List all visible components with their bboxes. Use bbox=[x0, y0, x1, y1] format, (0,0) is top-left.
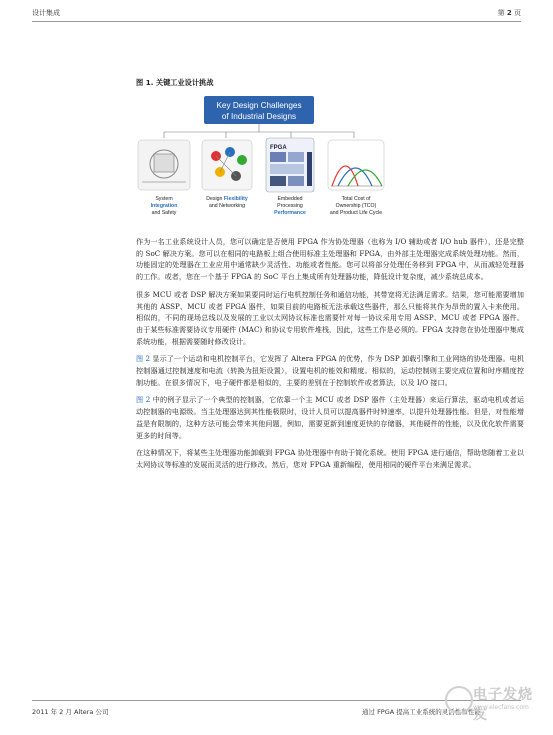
item2-line1: Design Flexibility bbox=[206, 196, 248, 202]
header-section-title: 设计集成 bbox=[32, 9, 60, 17]
item4-line3: and Product Life Cycle bbox=[329, 210, 383, 216]
paragraph-1: 作为一名工业系统设计人员，您可以确定是否使用 FPGA 作为协处理器（也称为 I/O 辅助或者 I/O hub 器件），还是完整的 SoC 解决方案。您可以在相同的电路板上组合使用标准主处理器和 FPGA，由外部主处理器完成系统处理功能。然而，功能固定的处理器在工业应用中通常缺少灵活性、功能或者性能。您可以将部分处理任务移到 FPGA 中，从而减轻处理器的工作。或者，您在一个基于 FPGA 的 SoC 平台上集成所有处理器功能，降低设计复杂度，减少系统总成本。 bbox=[136, 237, 524, 282]
diagram-title-line2: of Industrial Designs bbox=[221, 112, 297, 121]
fpga-chip-label: FPGA bbox=[270, 145, 287, 151]
item2-line2: and Networking bbox=[208, 203, 246, 209]
item3-line1: Embedded bbox=[277, 196, 303, 202]
paragraph-5: 在这种情况下，将某些主处理器功能卸载到 FPGA 协处理器中有助于简化系统。使用 FPGA 进行通信，帮助您随着工业以太网协议等标准的发展而灵活的进行修改。然后，您对 FPGA 重新编程，使用相同的硬件平台来满足需求。 bbox=[136, 448, 524, 469]
paragraph-4: 图 2 中的例子显示了一个典型的控制器，它依靠一个主 MCU 或者 DSP 器件（主处理器）来运行算法，驱动电机或者运动控制器的电源级。当主处理器达到其性能极限时，设计人员可以提高器件时钟速率，以提升处理器性能。但是，对性能增益是有限制的，这种方法可能会带来其他问题，例如，需要更新到速度更快的存储器，其他硬件的性能，以及优化软件需要更多的时间等。 bbox=[136, 395, 525, 440]
item3-highlight: Performance bbox=[274, 210, 306, 216]
header-rule bbox=[32, 21, 521, 22]
design-flexibility-illustration bbox=[202, 140, 252, 190]
diagram-connectors bbox=[164, 124, 354, 138]
paragraph-3: 图 2 显示了一个运动和电机控制平台，它发挥了 Altera FPGA 的优势，作为 DSP 卸载引擎和工业网络的协处理器。电机控制器通过控制速度和电流（转换为扭矩设置），设置电机的能效和精度。相似的，运动控制则主要完成位置和时序精度控制功能。在很多情况下，电子硬件都是相似的，主要的差别在于控制软件或者算法，以及 I/O 接口。 bbox=[136, 354, 524, 387]
watermark-text: 电子发烧友 bbox=[473, 687, 533, 723]
header-page-number: 第 2 页 bbox=[497, 9, 521, 17]
item1-line3: and Safety bbox=[151, 210, 177, 216]
watermark-url: www.elecfans.com bbox=[473, 704, 529, 711]
page-header bbox=[32, 8, 521, 22]
watermark-logo bbox=[445, 682, 545, 723]
paragraph-2: 很多 MCU 或者 DSP 解决方案如果要同时运行电机控制任务和通信功能，其带宽将无法满足需求。结果，您可能需要增加其他的 ASSP、MCU 或者 FPGA 器件，如果目前的电路板无法承载这些器件，那么只能将其作为昂贵的置入卡来使用。相似的，不同的现场总线以及发展的工业以太网协议标准也需要针对每一协议采用专用 ASSP、MCU 或者 FPGA 器件。由于某些标准需要协议专用硬件 (MAC) 和协议专用软件堆栈，因此，这些工作是必须的。FPGA 支持您在协处理器中集成系统功能，根据需要随时修改设计。 bbox=[136, 289, 524, 346]
item1-highlight: Integration bbox=[150, 203, 178, 209]
fpga-processing-illustration bbox=[266, 138, 314, 192]
item4-line1: Total Cost of bbox=[341, 196, 371, 202]
footer-document-title: 通过 FPGA 提高工业系统的灵活性和性能 bbox=[362, 708, 481, 716]
item1-line1: System bbox=[155, 196, 173, 202]
figure-2-link[interactable]: 图 2 bbox=[136, 395, 151, 405]
figure-2-link[interactable]: 图 2 bbox=[136, 354, 151, 364]
diagram-title-line1: Key Design Challenges bbox=[216, 101, 302, 110]
watermark-circle-icon bbox=[445, 686, 473, 714]
body-text bbox=[136, 236, 524, 477]
figure-diagram bbox=[136, 94, 426, 224]
figure-caption: 图 1. 关键工业设计挑战 bbox=[136, 78, 214, 87]
footer-date-company: 2011 年 2 月 Altera 公司 bbox=[32, 708, 109, 716]
item4-line2: Ownership (TCO) bbox=[335, 203, 377, 209]
item3-line2: Processing bbox=[277, 203, 303, 209]
tco-lifecycle-illustration bbox=[328, 140, 384, 190]
system-integration-illustration bbox=[138, 140, 190, 190]
